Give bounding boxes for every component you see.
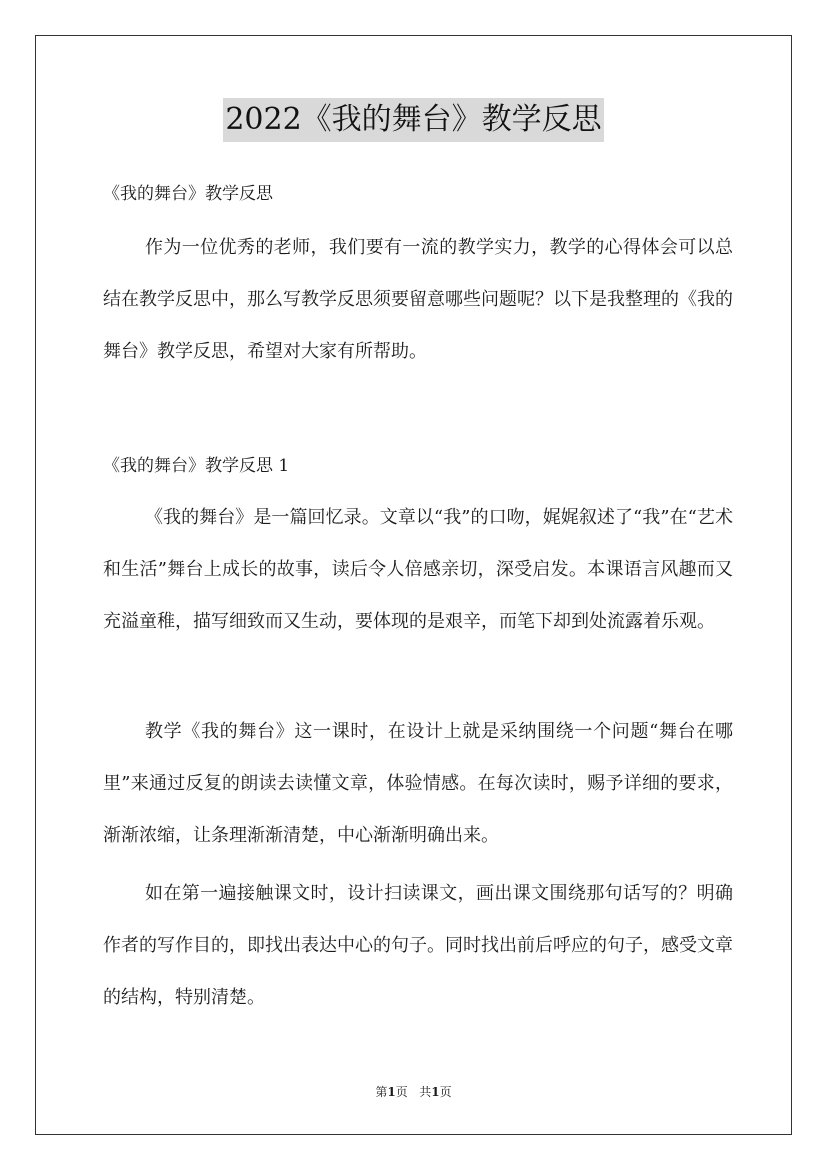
- intro-heading: 《我的舞台》教学反思: [103, 184, 273, 204]
- total-suffix: 页: [439, 1085, 452, 1099]
- document-title: 2022《我的舞台》教学反思: [223, 98, 603, 142]
- section1-paragraph-1: 《我的舞台》是一篇回忆录。文章以“我”的口吻，娓娓叙述了“我”在“艺术和生活”舞台上成长的故事，读后令人倍感亲切，深受启发。本课语言风趣而又充溢童稚，描写细致而又生动，要体现的是艰辛，而笔下却到处流露着乐观。: [103, 507, 733, 632]
- total-number: 1: [431, 1085, 440, 1099]
- title-container: [0, 98, 827, 142]
- section1-heading: 《我的舞台》教学反思 1: [103, 456, 290, 476]
- page-number: 1: [387, 1085, 396, 1099]
- page-footer: [0, 1083, 827, 1100]
- intro-paragraph: 作为一位优秀的老师，我们要有一流的教学实力，教学的心得体会可以总结在教学反思中，那么写教学反思须要留意哪些问题呢？以下是我整理的《我的舞台》教学反思，希望对大家有所帮助。: [103, 237, 733, 362]
- total-prefix: 共: [419, 1085, 432, 1099]
- page-suffix: 页: [395, 1085, 408, 1099]
- section1-paragraph-2: 教学《我的舞台》这一课时，在设计上就是采纳围绕一个问题“舞台在哪里”来通过反复的朗读去读懂文章，体验情感。在每次读时，赐予详细的要求，渐渐浓缩，让条理渐渐清楚，中心渐渐明确出来。: [103, 721, 733, 846]
- section1-paragraph-3: 如在第一遍接触课文时，设计扫读课文，画出课文围绕那句话写的？明确作者的写作目的，即找出表达中心的句子。同时找出前后呼应的句子，感受文章的结构，特别清楚。: [103, 883, 733, 1008]
- page-prefix: 第: [375, 1085, 388, 1099]
